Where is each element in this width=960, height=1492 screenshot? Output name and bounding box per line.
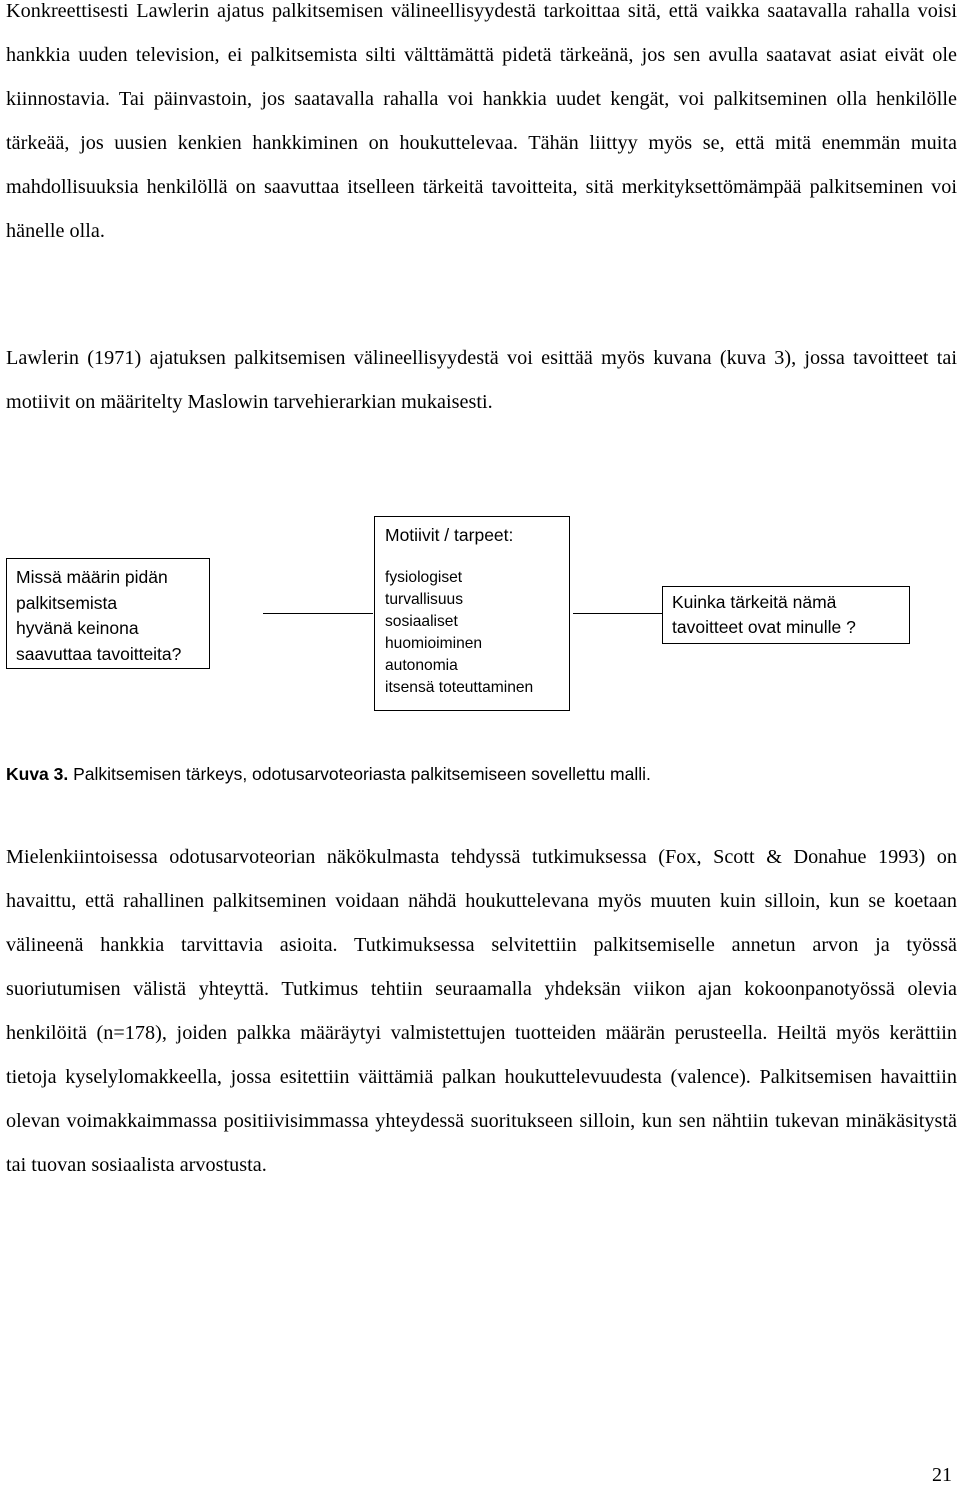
diagram-motive-item: huomioiminen — [385, 635, 483, 652]
diagram-motive-item: itsensä toteuttaminen — [385, 679, 534, 696]
diagram-box-question-line: hyvänä keinona — [16, 618, 139, 638]
diagram-box-question — [6, 558, 210, 669]
body-paragraph-3: Mielenkiintoisessa odotusarvoteorian näkökulmasta tehdyssä tutkimuksessa (Fox, Scott & Donahue 1993) on havaittu, että rahallinen palkitseminen voidaan nähdä houkuttelevana myös muuten kuin silloin, kun se koetaan välineenä hankkia tarvittavia asioita. Tutkimuksessa selvitettiin palkitsemiselle annetun arvon ja työssä suoriutumisen välistä yhteyttä. Tutkimus tehtiin seuraamalla yhdeksän viikon ajan kokoonpanotyössä olevia henkilöitä (n=178), joiden palkka määräytyi valmistettujen tuotteiden määrän perusteella. Heiltä myös kerättiin tietoja kyselylomakkeella, jossa esitettiin väittämiä palkan houkuttelevuudesta (valence). Palkitsemisen havaittiin olevan voimakkaimmassa positiivisimmassa yhteydessä suoritukseen silloin, kun sen nähtiin tukevan minäkäsitystä tai tuovan sosiaalista arvostusta. — [6, 846, 957, 1176]
diagram-motive-item: turvallisuus — [385, 591, 463, 608]
diagram-motive-item: autonomia — [385, 657, 458, 674]
diagram-box-importance — [662, 586, 910, 644]
figure-caption-text: Palkitsemisen tärkeys, odotusarvoteoriasta palkitsemiseen sovellettu malli. — [68, 764, 651, 784]
diagram-box-motives — [374, 516, 570, 711]
body-paragraph-2: Lawlerin (1971) ajatuksen palkitsemisen välineellisyydestä voi esittää myös kuvana (kuva 3), jossa tavoitteet tai motiivit on määritelty Maslowin tarvehierarkian mukaisesti. — [6, 347, 957, 413]
diagram-box-question-line: saavuttaa tavoitteita? — [16, 643, 182, 664]
diagram-box-question-line: palkitsemista — [16, 592, 118, 613]
diagram-motive-item: fysiologiset — [385, 569, 463, 586]
diagram-box-motives-title: Motiivit / tarpeet: — [385, 525, 514, 545]
diagram-motive-item: sosiaaliset — [385, 613, 458, 630]
diagram-connector-right — [573, 613, 662, 614]
diagram-box-importance-line: tavoitteet ovat minulle ? — [672, 617, 856, 637]
figure-caption — [6, 762, 651, 786]
diagram-connector-left — [263, 613, 373, 614]
body-paragraph-1: Konkreettisesti Lawlerin ajatus palkitsemisen välineellisyydestä tarkoittaa sitä, että vaikka saatavalla rahalla voisi hankkia uuden television, ei palkitsemista silti välttämättä pidetä tärkeänä, jos sen avulla saatavat asiat eivät ole kiinnostavia. Tai päinvastoin, jos saatavalla rahalla voi hankkia uudet kengät, voi palkitseminen olla henkilölle tärkeää, jos uusien kenkien hankkiminen on houkuttelevaa. Tähän liittyy myös se, että mitä enemmän muita mahdollisuuksia henkilöllä on saavuttaa itselleen tärkeitä tavoitteita, sitä merkityksettömämpää palkitseminen voi hänelle olla. — [6, 0, 957, 242]
figure-caption-label: Kuva 3. — [6, 764, 69, 784]
diagram-box-question-line: Missä määrin pidän — [16, 567, 168, 587]
page-number: 21 — [932, 1464, 952, 1486]
diagram-box-importance-line: Kuinka tärkeitä nämä — [672, 592, 837, 612]
